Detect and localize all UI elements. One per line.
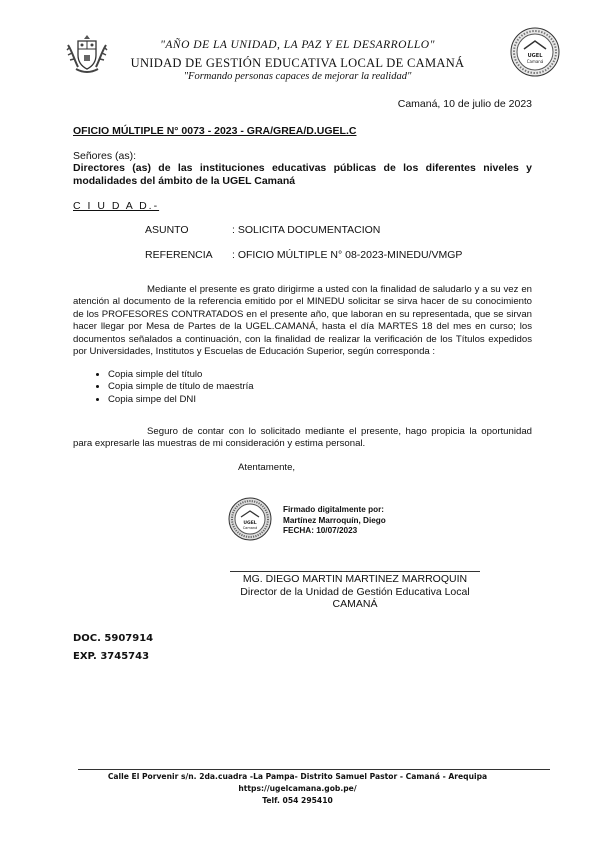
letter-date: Camaná, 10 de julio de 2023 [397, 98, 532, 110]
signer-place: CAMANÁ [332, 598, 378, 610]
reference-label: REFERENCIA [145, 249, 213, 261]
footer-phone: Telf. 054 295410 [262, 796, 333, 805]
year-motto: "AÑO DE LA UNIDAD, LA PAZ Y EL DESARROLLO" [160, 39, 435, 51]
signer-name: MG. DIEGO MARTIN MARTINEZ MARROQUIN [242, 573, 468, 585]
signature-line-1: Firmado digitalmente por: [283, 505, 384, 514]
signer-title: Director de la Unidad de Gestión Educativa Local [240, 585, 470, 598]
list-item: • Copia simple de título de maestría [108, 381, 254, 393]
subject-value: : SOLICITA DOCUMENTACION [232, 224, 381, 236]
signer-block [230, 573, 480, 611]
institution-name: UNIDAD DE GESTIÓN EDUCATIVA LOCAL DE CAMANÁ [130, 56, 465, 70]
list-item: • Copia simpe del DNI [108, 394, 254, 406]
body-paragraph: Mediante el presente es grato dirigirme a usted con la finalidad de saludarlo y a su vez en atención al documento de la referencia emitido por el MINEDU solicitar se sirva hacer de su conocimiento de los PROFESORES CONTRATADOS en el presente año, que laboran en su representada, que se sirvan hacer llegar por Mesa de Partes de la UGEL.CAMANÁ, hasta el día MARTES 18 del mes en curso; los documentos señalados a continuación, con la finalidad de realizar la verificación de los Títulos expedidos por Universidades, Institutos y Escuelas de Educación Superior, según corresponda : [73, 284, 532, 358]
svg-text:UGEL: UGEL [527, 53, 543, 59]
letter-body [73, 284, 532, 358]
subject-label: ASUNTO [145, 224, 189, 236]
signature-seal-icon [228, 497, 272, 541]
svg-text:Camaná: Camaná [526, 59, 544, 64]
reference-code: OFICIO MÚLTIPLE N° 0073 - 2023 - GRA/GREA/D.UGEL.C [73, 125, 357, 137]
svg-text:Camaná: Camaná [242, 526, 258, 530]
institution-tagline: "Formando personas capaces de mejorar la realidad" [183, 71, 412, 82]
footer-rule [78, 769, 550, 770]
exp-number: EXP. 3745743 [73, 651, 150, 662]
footer-website[interactable]: https://ugelcamana.gob.pe/ [238, 784, 357, 793]
farewell: Atentamente, [238, 462, 296, 473]
signature-rule [230, 571, 480, 572]
closing-paragraph: Seguro de contar con lo solicitado mediante el presente, hago propicia la oportunidad para expresarle las muestras de mi consideración y estima personal. [73, 426, 532, 450]
recipients: Directores (as) de las instituciones educativas públicas de los diferentes niveles y modalidades del ámbito de la UGEL Camaná [73, 162, 532, 187]
city-line: C I U D A D.- [73, 200, 160, 212]
list-item: • Copia simple del título [108, 369, 254, 381]
svg-text:UGEL: UGEL [243, 521, 257, 526]
requirements-list [92, 369, 254, 406]
signature-line-2: Martínez Marroquín, Diego [283, 515, 386, 525]
footer-address: Calle El Porvenir s/n. 2da.cuadra -La Pampa- Distrito Samuel Pastor - Camaná - Arequipa [107, 772, 488, 781]
signature-line-3: FECHA: 10/07/2023 [283, 526, 358, 535]
doc-number: DOC. 5907914 [73, 633, 154, 644]
reference-value: : OFICIO MÚLTIPLE N° 08-2023-MINEDU/VMGP [232, 249, 463, 261]
digital-signature-text [283, 505, 386, 537]
salutation: Señores (as): [73, 150, 137, 162]
